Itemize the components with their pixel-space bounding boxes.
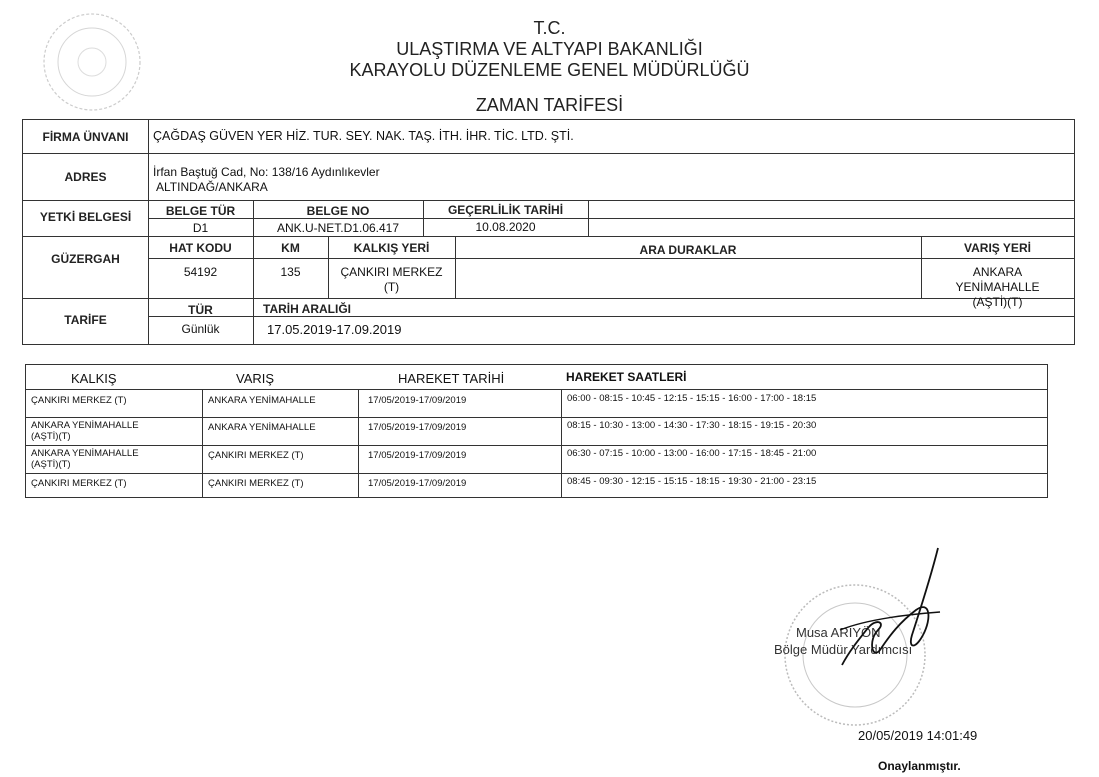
schedule-row-4-saatler: 08:45 - 09:30 - 12:15 - 15:15 - 18:15 - 19:30 - 21:00 - 23:15 (567, 476, 817, 487)
tarih-araligi-label: TARİH ARALIĞI (263, 302, 351, 316)
tarih-araligi-value: 17.05.2019-17.09.2019 (267, 322, 402, 337)
gecerlilik-tarihi-value: 10.08.2020 (475, 220, 536, 234)
km-label: KM (281, 241, 300, 255)
schedule-row-1-varis: ANKARA YENİMAHALLE (208, 395, 316, 406)
schedule-header-kalkis: KALKIŞ (71, 371, 117, 386)
varis-yeri-value-line2: YENİMAHALLE (955, 280, 1040, 294)
schedule-header-hareket-tarihi: HAREKET TARİHİ (398, 371, 505, 386)
schedule-row-1-tarih: 17/05/2019-17/09/2019 (368, 395, 467, 406)
belge-tur-label: BELGE TÜR (165, 204, 236, 218)
belge-no-label: BELGE NO (306, 204, 370, 218)
adres-line1: İrfan Baştuğ Cad, No: 138/16 Aydınlıkevler (153, 165, 380, 179)
belge-no-value: ANK.U-NET.D1.06.417 (276, 221, 400, 235)
signer-name: Musa ARIYÖN (796, 625, 881, 640)
schedule-row-4-kalkis: ÇANKIRI MERKEZ (T) (31, 478, 127, 489)
hat-kodu-value: 54192 (183, 265, 218, 279)
schedule-row-2-saatler: 08:15 - 10:30 - 13:00 - 14:30 - 17:30 - 18:15 - 19:15 - 20:30 (567, 420, 817, 431)
ara-duraklar-label: ARA DURAKLAR (639, 243, 737, 257)
firma-label: FİRMA ÜNVANI (42, 130, 129, 144)
varis-yeri-value: ANKARA (972, 265, 1023, 279)
approved-label: Onaylanmıştır. (878, 759, 961, 773)
schedule-row-3-saatler: 06:30 - 07:15 - 10:00 - 13:00 - 16:00 - 17:15 - 18:45 - 21:00 (567, 448, 817, 459)
schedule-row-3-varis: ÇANKIRI MERKEZ (T) (208, 450, 304, 461)
schedule-row-4-tarih: 17/05/2019-17/09/2019 (368, 478, 467, 489)
km-value: 135 (280, 265, 301, 279)
varis-yeri-value-line3: (AŞTİ)(T) (972, 295, 1023, 309)
info-table (22, 119, 1075, 345)
varis-yeri-label: VARIŞ YERİ (964, 241, 1031, 255)
kalkis-yeri-value-suffix: (T) (383, 280, 400, 294)
schedule-row-1-kalkis: ÇANKIRI MERKEZ (T) (31, 395, 127, 406)
schedule-row-3-tarih: 17/05/2019-17/09/2019 (368, 450, 467, 461)
header-directorate: KARAYOLU DÜZENLEME GENEL MÜDÜRLÜĞÜ (349, 60, 750, 80)
header-line-tc: T.C. (533, 18, 566, 38)
handwritten-signature (820, 540, 960, 670)
kalkis-yeri-value: ÇANKIRI MERKEZ (340, 265, 443, 279)
schedule-row-2-kalkis: ANKARA YENİMAHALLE (AŞTİ)(T) (31, 420, 139, 442)
document-title: ZAMAN TARİFESİ (475, 95, 624, 115)
schedule-row-3-kalkis: ANKARA YENİMAHALLE (AŞTİ)(T) (31, 448, 139, 470)
schedule-header-varis: VARIŞ (236, 371, 275, 386)
tur-value: Günlük (181, 322, 220, 336)
schedule-row-2-varis: ANKARA YENİMAHALLE (208, 422, 316, 433)
kalkis-yeri-label: KALKIŞ YERİ (353, 241, 430, 255)
yetki-belgesi-label: YETKİ BELGESİ (39, 210, 132, 224)
tur-label: TÜR (188, 303, 213, 317)
schedule-row-2-tarih: 17/05/2019-17/09/2019 (368, 422, 467, 433)
schedule-row-1-saatler: 06:00 - 08:15 - 10:45 - 12:15 - 15:15 - 16:00 - 17:00 - 18:15 (567, 393, 817, 404)
hat-kodu-label: HAT KODU (169, 241, 232, 255)
gecerlilik-tarihi-label: GEÇERLİLİK TARİHİ (447, 203, 564, 217)
signer-title: Bölge Müdür Yardımcısı (774, 642, 913, 657)
adres-line2: ALTINDAĞ/ANKARA (156, 180, 268, 194)
tarife-label: TARİFE (64, 313, 107, 327)
belge-tur-value: D1 (192, 221, 209, 235)
schedule-row-4-varis: ÇANKIRI MERKEZ (T) (208, 478, 304, 489)
adres-label: ADRES (64, 170, 107, 184)
firma-value: ÇAĞDAŞ GÜVEN YER HİZ. TUR. SEY. NAK. TAŞ. İTH. İHR. TİC. LTD. ŞTİ. (153, 129, 574, 143)
guzergah-label: GÜZERGAH (51, 252, 120, 266)
header-ministry: ULAŞTIRMA VE ALTYAPI BAKANLIĞI (396, 39, 703, 59)
schedule-table (25, 364, 1048, 498)
schedule-header-hareket-saatleri: HAREKET SAATLERİ (566, 370, 687, 384)
timestamp: 20/05/2019 14:01:49 (858, 728, 978, 743)
